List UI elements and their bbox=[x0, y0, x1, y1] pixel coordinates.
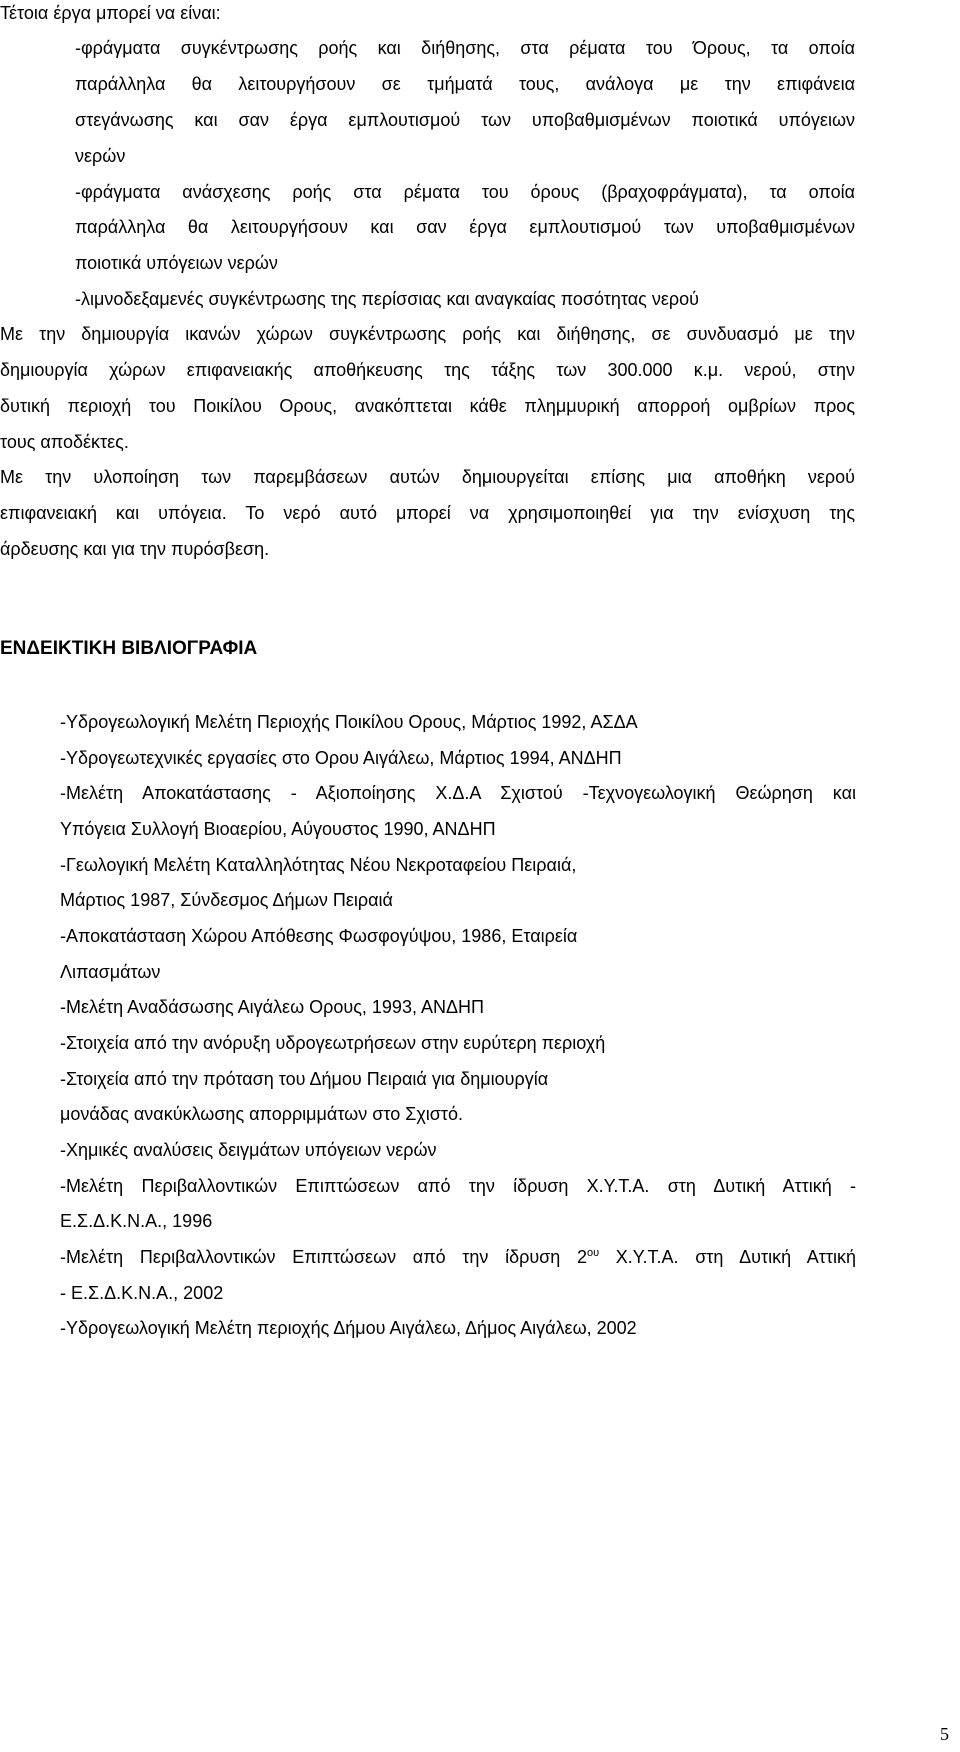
para-2-line-1: Με την υλοποίηση των παρεμβάσεων αυτών δημιουργείται επίσης μια αποθήκη νερού bbox=[0, 467, 855, 487]
bibliography-line-13: -Χημικές αναλύσεις δειγμάτων υπόγειων νερών bbox=[60, 1140, 437, 1160]
bullet-3-line-1: -λιμνοδεξαμενές συγκέντρωσης της περίσσιας και αναγκαίας ποσότητας νερού bbox=[75, 289, 699, 309]
ordinal-superscript: ου bbox=[586, 1247, 600, 1259]
page-number: 5 bbox=[940, 1724, 949, 1744]
para-1-line-1: Με την δημιουργία ικανών χώρων συγκέντρωσης ροής και διήθησης, σε συνδυασμό με την bbox=[0, 324, 855, 344]
bibliography-line-11: -Στοιχεία από την πρόταση του Δήμου Πειραιά για δημιουργία bbox=[60, 1069, 549, 1089]
bullet-2-line-1: -φράγματα ανάσχεσης ροής στα ρέματα του όρους (βραχοφράγματα), τα οποία bbox=[75, 182, 855, 202]
bibliography-line-6: Μάρτιος 1987, Σύνδεσμος Δήμων Πειραιά bbox=[60, 890, 393, 910]
bibliography-line-2: -Υδρογεωτεχνικές εργασίες στο Ορου Αιγάλεω, Μάρτιος 1994, ΑΝΔΗΠ bbox=[60, 748, 622, 768]
bibliography-line-4: Υπόγεια Συλλογή Βιοαερίου, Αύγουστος 1990, ΑΝΔΗΠ bbox=[60, 819, 496, 839]
bibliography-line-9: -Μελέτη Αναδάσωσης Αιγάλεω Ορους, 1993, ΑΝΔΗΠ bbox=[60, 997, 484, 1017]
para-1-line-4: τους αποδέκτες. bbox=[0, 432, 129, 452]
bullet-1-line-3: στεγάνωσης και σαν έργα εμπλουτισμού των υποβαθμισμένων ποιοτικά υπόγειων bbox=[75, 110, 855, 130]
para-2-line-2: επιφανειακή και υπόγεια. Το νερό αυτό μπορεί να χρησιμοποιηθεί για την ενίσχυση της bbox=[0, 503, 855, 523]
bibliography-line-1: -Υδρογεωλογική Μελέτη Περιοχής Ποικίλου Ορους, Μάρτιος 1992, ΑΣΔΑ bbox=[60, 712, 638, 732]
bibliography-line-7: -Αποκατάσταση Χώρου Απόθεσης Φωσφογύψου, 1986, Εταιρεία bbox=[60, 926, 578, 946]
bibliography-line-3: -Μελέτη Αποκατάστασης - Αξιοποίησης Χ.Δ.Α Σχιστού -Τεχνογεωλογική Θεώρηση και bbox=[60, 783, 856, 803]
bullet-1-line-4: νερών bbox=[75, 146, 126, 166]
bullet-2-line-2: παράλληλα θα λειτουργήσουν και σαν έργα εμπλουτισμού των υποβαθμισμένων bbox=[75, 217, 855, 237]
bibliography-line-10: -Στοιχεία από την ανόρυξη υδρογεωτρήσεων στην ευρύτερη περιοχή bbox=[60, 1033, 606, 1053]
bibliography-line-17: - Ε.Σ.Δ.Κ.Ν.Α., 2002 bbox=[60, 1283, 224, 1303]
bibliography-line-18: -Υδρογεωλογική Μελέτη περιοχής Δήμου Αιγάλεω, Δήμος Αιγάλεω, 2002 bbox=[60, 1318, 637, 1338]
para-1-line-2: δημιουργία χώρων επιφανειακής αποθήκευσης της τάξης των 300.000 κ.μ. νερού, στην bbox=[0, 360, 855, 380]
para-1-line-3: δυτική περιοχή του Ποικίλου Ορους, ανακόπτεται κάθε πλημμυρική απορροή ομβρίων προς bbox=[0, 396, 855, 416]
bibliography-heading: ΕΝΔΕΙΚΤΙΚΗ ΒΙΒΛΙΟΓΡΑΦΙΑ bbox=[0, 638, 258, 659]
bullet-2-line-3: ποιοτικά υπόγειων νερών bbox=[75, 253, 278, 273]
bibliography-line-12: μονάδας ανακύκλωσης απορριμμάτων στο Σχιστό. bbox=[60, 1104, 464, 1124]
bibliography-line-16-post: Χ.Υ.Τ.Α. στη Δυτική Αττική bbox=[599, 1247, 856, 1267]
bullet-1-line-1: -φράγματα συγκέντρωσης ροής και διήθησης, στα ρέματα του Όρους, τα οποία bbox=[75, 38, 855, 58]
para-2-line-3: άρδευσης και για την πυρόσβεση. bbox=[0, 539, 270, 559]
bibliography-line-14: -Μελέτη Περιβαλλοντικών Επιπτώσεων από την ίδρυση Χ.Υ.Τ.Α. στη Δυτική Αττική - bbox=[60, 1176, 856, 1196]
bullet-1-line-2: παράλληλα θα λειτουργήσουν σε τμήματά τους, ανάλογα με την επιφάνεια bbox=[75, 74, 855, 94]
bibliography-line-5: -Γεωλογική Μελέτη Καταλληλότητας Νέου Νεκροταφείου Πειραιά, bbox=[60, 855, 577, 875]
bibliography-line-16-pre: -Μελέτη Περιβαλλοντικών Επιπτώσεων από την ίδρυση 2 bbox=[60, 1247, 587, 1267]
intro-line: Τέτοια έργα μπορεί να είναι: bbox=[0, 3, 221, 23]
bibliography-line-16 bbox=[60, 1246, 856, 1268]
bibliography-line-8: Λιπασμάτων bbox=[60, 962, 161, 982]
bibliography-line-15: Ε.Σ.Δ.Κ.Ν.Α., 1996 bbox=[60, 1211, 213, 1231]
